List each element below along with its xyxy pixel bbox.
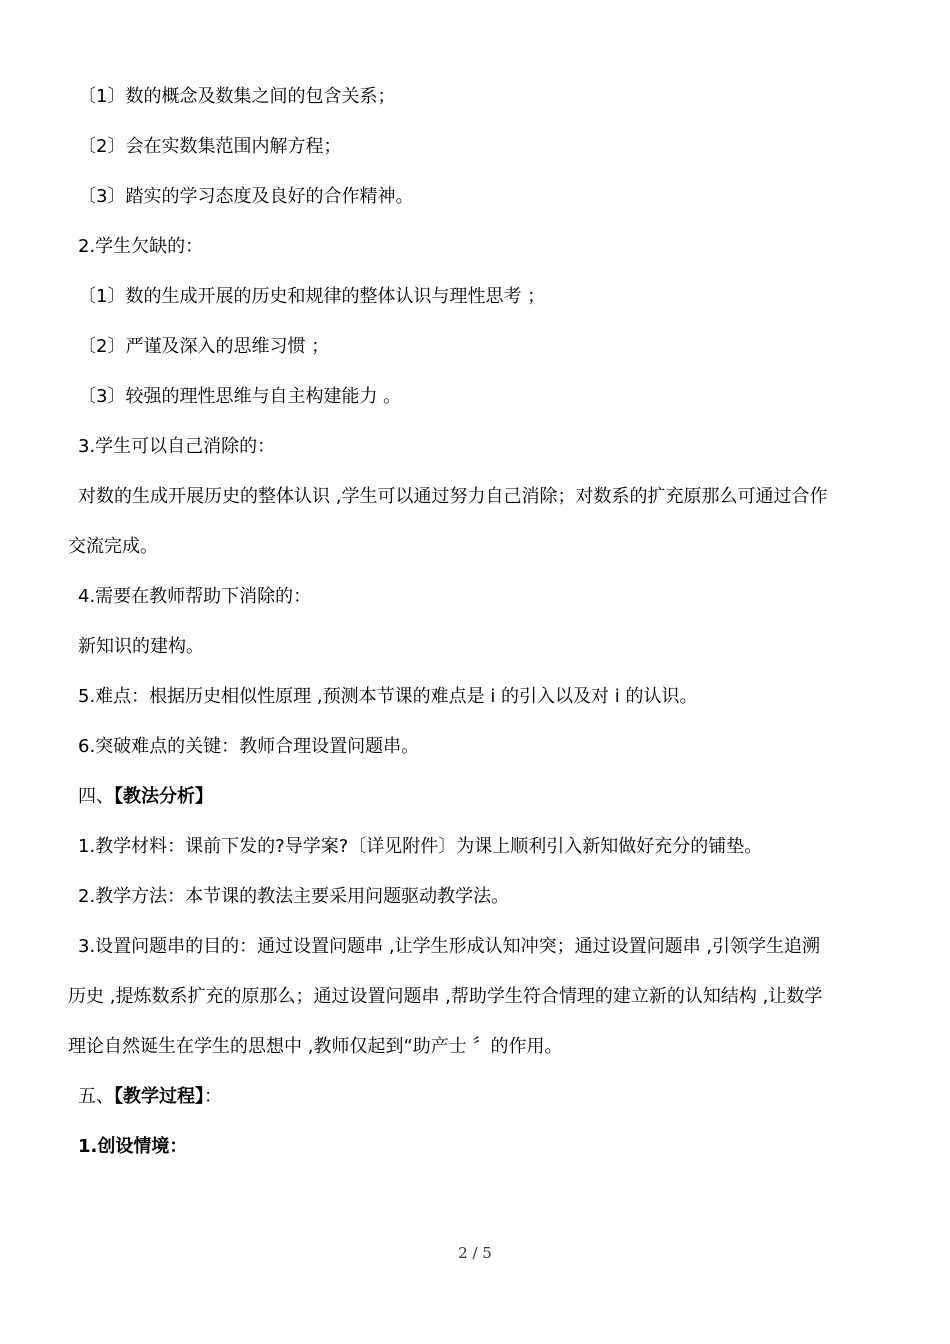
text-line: 5.难点：根据历史相似性原理 ,预测本节课的难点是 i 的引入以及对 i 的认识。 [78,686,698,707]
section-title: 【教法分析】 [114,786,213,807]
text-line: 历史 ,提炼数系扩充的原那么；通过设置问题串 ,帮助学生符合情理的建立新的认知结构 ,让数学 [68,986,823,1007]
text-line: 6.突破难点的关键：教师合理设置问题串。 [78,736,420,757]
text-line: 3.设置问题串的目的：通过设置问题串 ,让学生形成认知冲突；通过设置问题串 ,引领学生追溯 [78,936,821,957]
text-line: 〔3〕较强的理性思维与自主构建能力 。 [78,386,402,407]
text-line: 2.教学方法：本节课的教法主要采用问题驱动教学法。 [78,886,510,907]
section-suffix: ： [204,1086,222,1107]
text-line: 交流完成。 [68,536,158,557]
text-line: 〔3〕踏实的学习态度及良好的合作精神。 [78,186,414,207]
section-prefix: 五、 [78,1086,114,1107]
document-body [68,72,884,1172]
text-line: 理论自然诞生在学生的思想中 ,教师仅起到“助产士 〞的作用。 [68,1036,563,1057]
text-line: 3.学生可以自己消除的： [78,436,276,457]
section-title: 【教学过程】 [114,1086,204,1107]
section-heading-teaching-method [68,772,884,822]
text-line: 对数的生成开展历史的整体认识 ,学生可以通过努力自己消除；对数系的扩充原那么可通过合作 [78,486,828,507]
section-prefix: 四、 [78,786,114,807]
text-line: 4.需要在教师帮助下消除的： [78,586,312,607]
text-line: 〔2〕严谨及深入的思维习惯 ； [78,336,330,357]
text-line: 〔2〕会在实数集范围内解方程； [78,136,342,157]
text-line: 新知识的建构。 [78,636,204,657]
subheading-create-situation: 1.创设情境： [78,1136,188,1157]
text-line: 〔1〕数的生成开展的历史和规律的整体认识与理性思考 ； [78,286,546,307]
page-number: 2 / 5 [458,1244,492,1262]
text-line: 2.学生欠缺的： [78,236,204,257]
text-line: 1.教学材料：课前下发的?导学案?〔详见附件〕为课上顺利引入新知做好充分的铺垫。 [78,836,763,857]
section-heading-teaching-process [68,1072,884,1122]
text-line: 〔1〕数的概念及数集之间的包含关系； [78,86,396,107]
